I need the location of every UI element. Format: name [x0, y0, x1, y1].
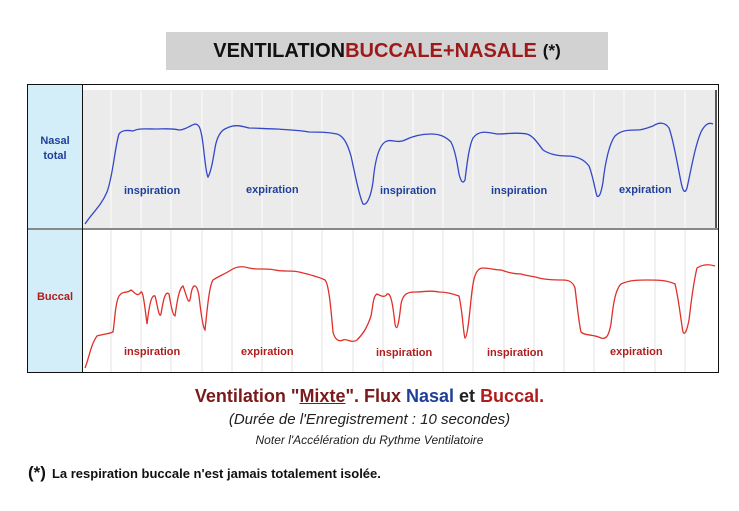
footnote-text: La respiration buccale n'est jamais totalement isolée. [51, 466, 381, 481]
buccal-label: Buccal [36, 291, 74, 303]
caption-nasal: Nasal [406, 386, 455, 406]
nasal-plot-area [83, 90, 715, 228]
title-part-2: BUCCALE+NASALE [345, 39, 537, 62]
caption-mixte: Mixte [299, 386, 346, 406]
caption-note: Noter l'Accélération du Rythme Ventilatoire [255, 433, 484, 447]
chart-svg [27, 84, 719, 373]
buccal-phase-5: expiration [610, 346, 663, 358]
footnote-asterisk: (*) [28, 463, 46, 482]
caption-part-b: ". Flux [345, 386, 406, 406]
caption-part-d: . [539, 386, 545, 406]
caption-part-c: et [454, 386, 481, 406]
nasal-phase-5: expiration [619, 184, 672, 196]
buccal-phase-1: inspiration [124, 346, 181, 358]
title-banner [166, 32, 608, 70]
nasal-phase-4: inspiration [491, 185, 548, 197]
footnote [28, 463, 381, 483]
nasal-phase-3: inspiration [380, 185, 437, 197]
nasal-label-line2: total [43, 150, 67, 162]
ventilation-chart [27, 84, 719, 373]
title-asterisk: (*) [542, 41, 561, 60]
caption-part-a: Ventilation " [194, 386, 300, 406]
caption-buccal: Buccal [480, 386, 540, 406]
caption-duration: (Durée de l'Enregistrement : 10 secondes) [228, 411, 511, 428]
nasal-label-line1: Nasal [40, 135, 70, 147]
caption-main [0, 386, 739, 407]
nasal-phase-1: inspiration [124, 185, 181, 197]
nasal-phase-2: expiration [246, 184, 299, 196]
buccal-phase-4: inspiration [487, 347, 544, 359]
buccal-phase-2: expiration [241, 346, 294, 358]
buccal-phase-3: inspiration [376, 347, 433, 359]
title-part-1: VENTILATION [213, 39, 346, 62]
